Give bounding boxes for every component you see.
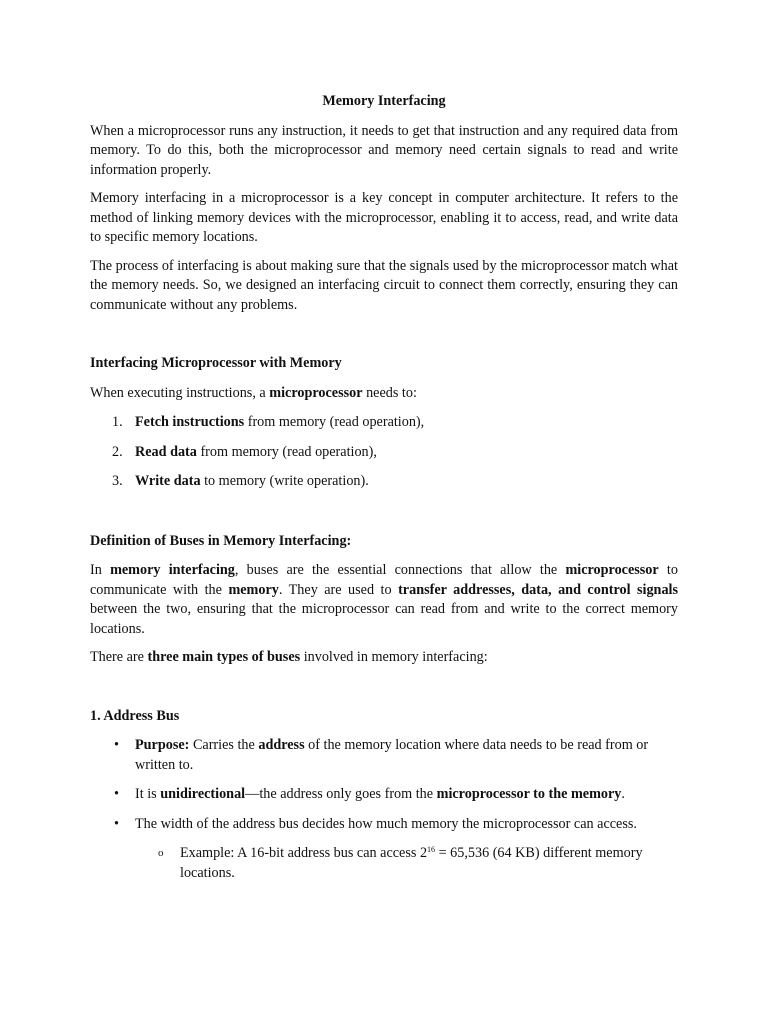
bullet-icon: •: [114, 786, 119, 802]
section-heading-buses: Definition of Buses in Memory Interfacing:: [90, 532, 352, 549]
intro-paragraph-3: The process of interfacing is about making sure that the signals used by the microprocessor match what the memory needs. So, we designed an interfacing circuit to connect them correctly, ensuring they can communicate without any problems.: [90, 257, 678, 313]
bullet-icon: •: [114, 815, 119, 832]
bus-types-paragraph: There are three main types of buses involved in memory interfacing:: [90, 649, 488, 665]
list-item: 1. Fetch instructions from memory (read operation),: [112, 414, 425, 430]
document-page: [90, 92, 678, 883]
list-item: • Purpose: Carries the address of the memory location where data needs to be read from or written to.: [114, 737, 649, 773]
operations-list: [90, 413, 678, 492]
circle-bullet-icon: o: [158, 847, 164, 859]
address-bus-list: [90, 736, 678, 834]
section-heading-interfacing: Interfacing Microprocessor with Memory: [90, 355, 342, 371]
list-item: 2. Read data from memory (read operation),: [112, 443, 377, 460]
intro-paragraph-1: When a microprocessor runs any instruction, it needs to get that instruction and any required data from memory. To do this, both the microprocessor and memory need certain signals to read and write information properly.: [90, 122, 678, 178]
section1-lead: When executing instructions, a microprocessor needs to:: [90, 384, 417, 401]
address-bus-sublist: [90, 844, 678, 883]
page-title: Memory Interfacing: [322, 93, 446, 109]
list-item: • The width of the address bus decides how much memory the microprocessor can access.: [90, 815, 678, 835]
list-item: • It is unidirectional—the address only goes from the microprocessor to the memory.: [90, 785, 678, 805]
bullet-icon: •: [114, 737, 119, 753]
intro-paragraph-2: Memory interfacing in a microprocessor is a key concept in computer architecture. It refers to the method of linking memory devices with the microprocessor, enabling it to access, read, and write data to specific memory locations.: [90, 190, 678, 245]
list-item: o Example: A 16-bit address bus can access $2^{16} = 65,536$ (64 KB) different memory locations.: [158, 845, 643, 881]
buses-definition-paragraph: In memory interfacing, buses are the essential connections that allow the microprocessor to communicate with the memory. They are used to transfer addresses, data, and control signals between the two, ensuring that the microprocessor can read from and write to the correct memory locations.: [90, 562, 679, 637]
list-item: 3. Write data to memory (write operation).: [112, 473, 369, 489]
section-heading-address-bus: 1. Address Bus: [90, 707, 180, 724]
